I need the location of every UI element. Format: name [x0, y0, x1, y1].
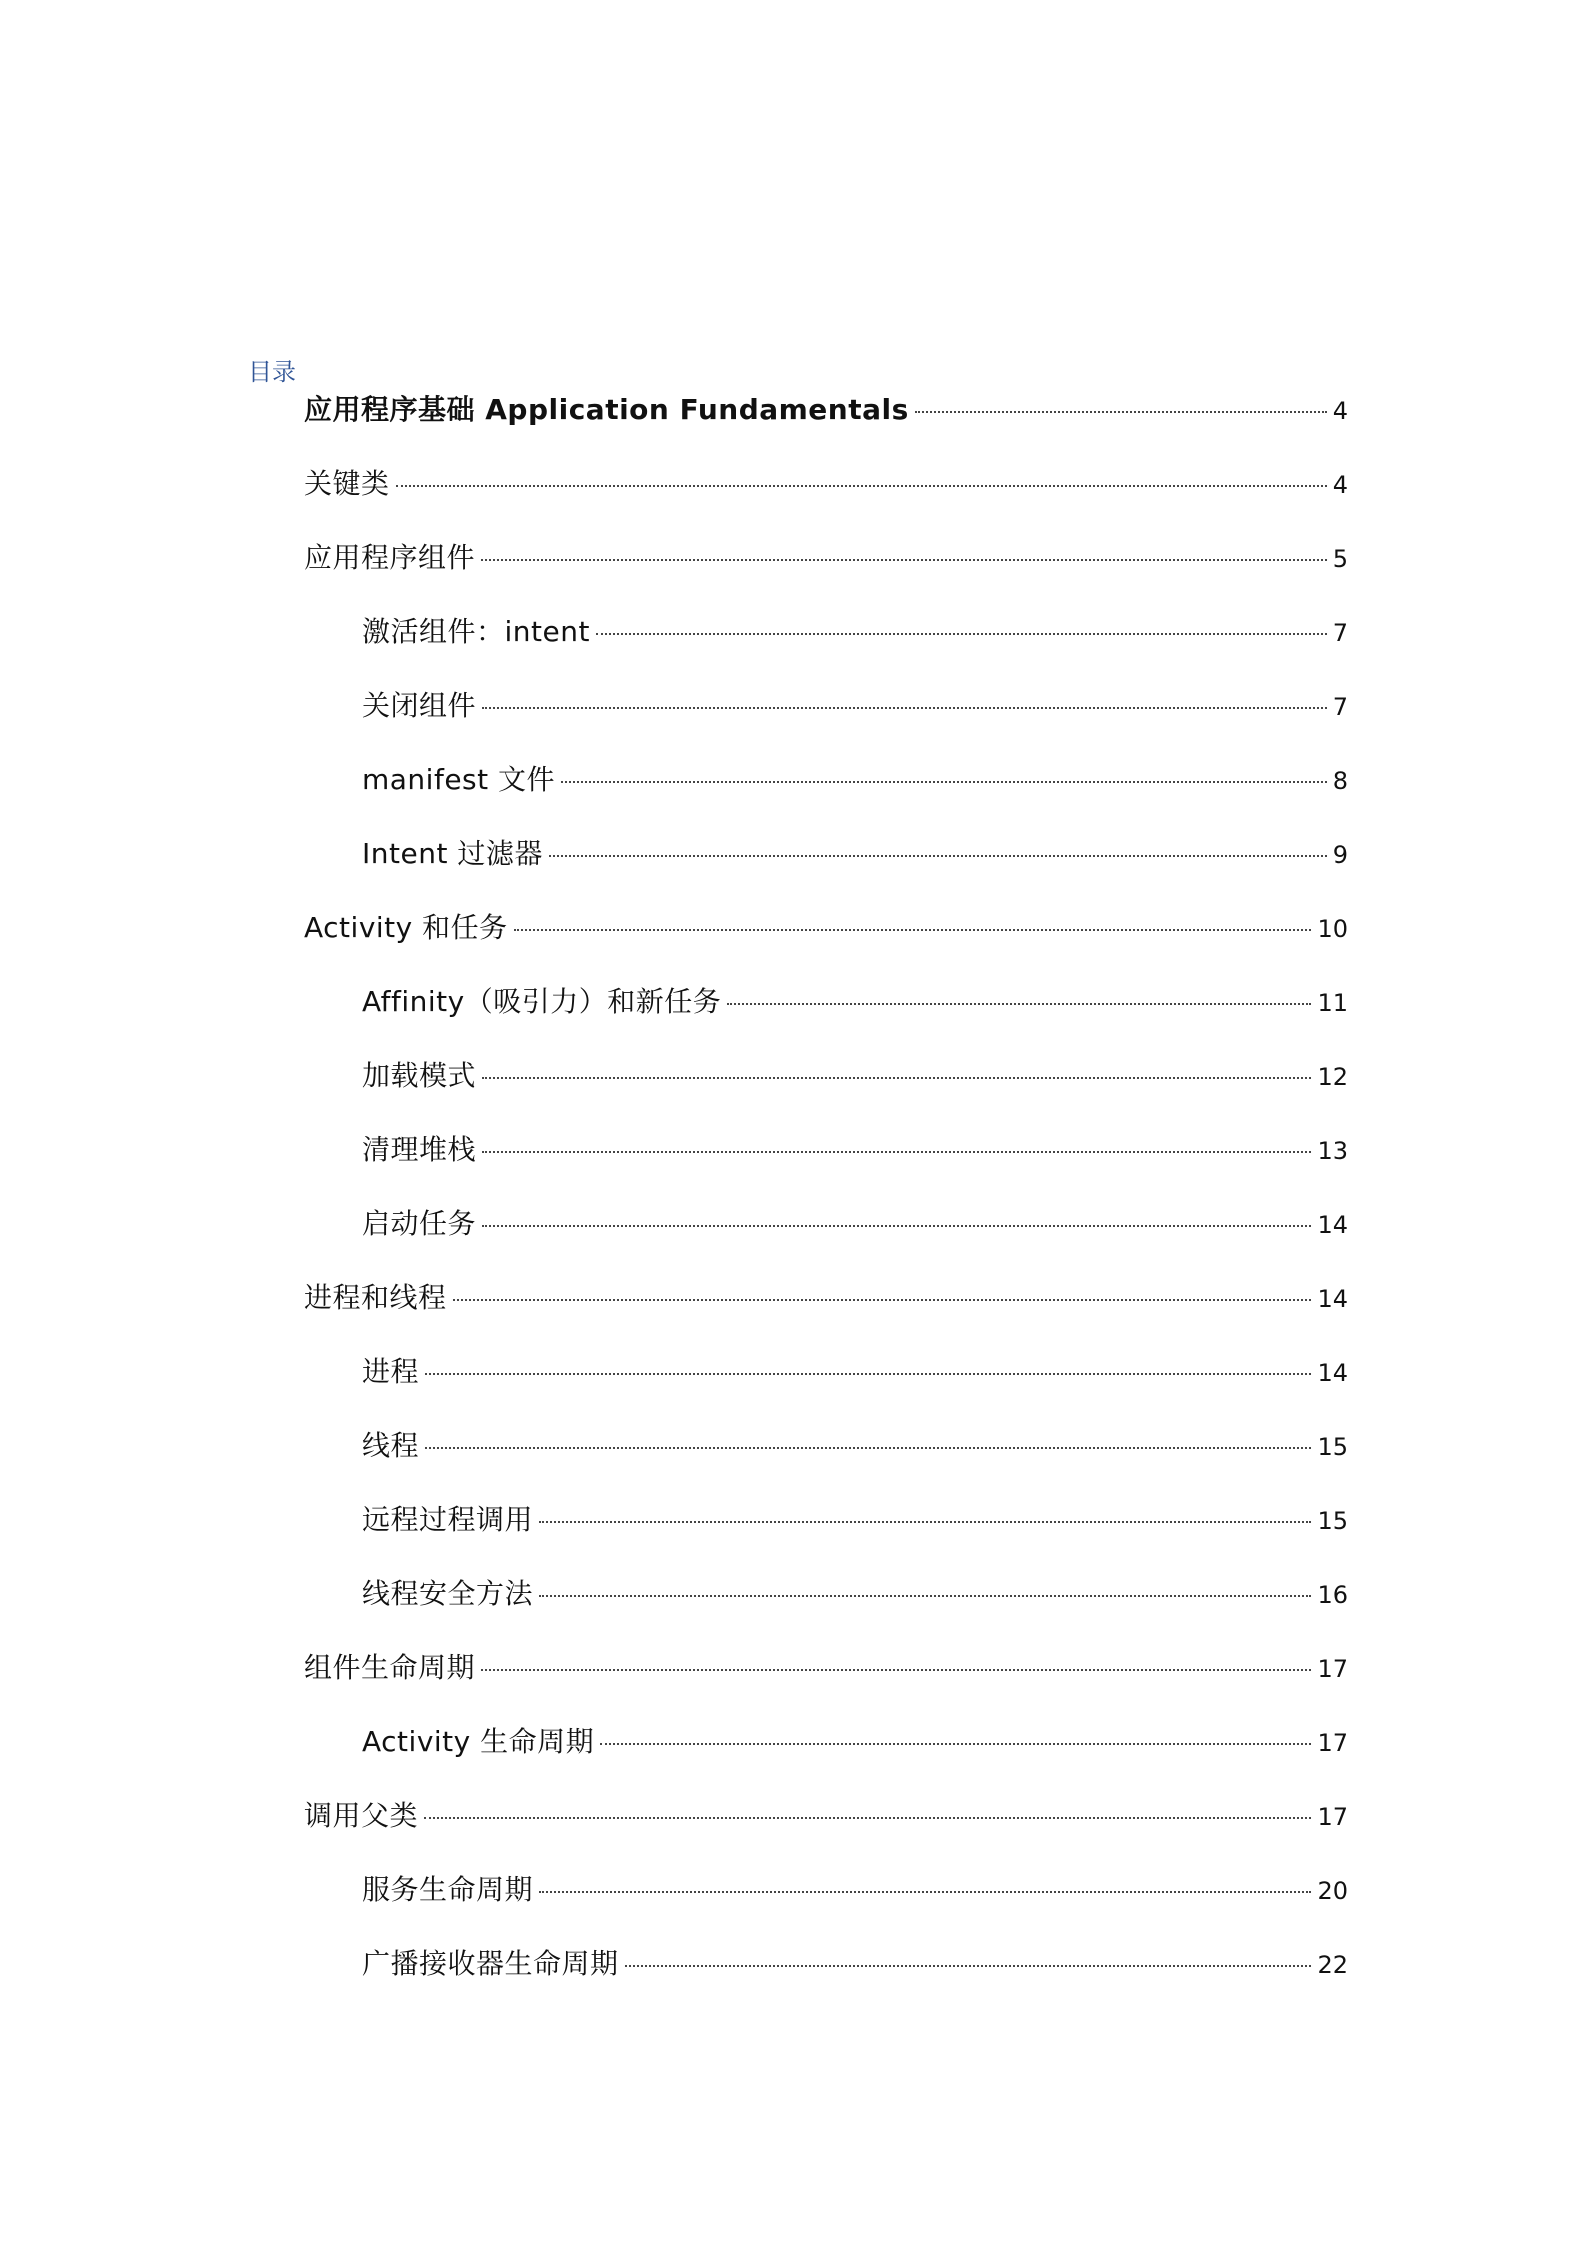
toc-entry-page: 15: [1317, 1433, 1348, 1461]
toc-entry-page: 8: [1332, 767, 1348, 795]
toc-entry[interactable]: [362, 1944, 1348, 1984]
toc-entry-title: 线程: [362, 1429, 420, 1462]
toc-entry[interactable]: [362, 1722, 1348, 1762]
toc-leader: [425, 1447, 1311, 1449]
toc-entry[interactable]: [362, 760, 1348, 800]
toc-entry[interactable]: [362, 982, 1348, 1022]
toc-entry-title: Activity 和任务: [304, 911, 508, 944]
toc-entry[interactable]: [304, 1796, 1348, 1836]
toc-entry[interactable]: [304, 1648, 1348, 1688]
toc-entry-page: 4: [1332, 471, 1348, 499]
toc-entry[interactable]: [362, 1352, 1348, 1392]
toc-leader: [596, 633, 1327, 635]
toc-entry-page: 20: [1317, 1877, 1348, 1905]
toc-entry-title: 应用程序基础 Application Fundamentals: [304, 393, 909, 426]
toc-leader: [561, 781, 1327, 783]
toc-leader: [482, 1225, 1311, 1227]
toc-leader: [481, 559, 1327, 561]
toc-entry-title: Affinity（吸引力）和新任务: [362, 985, 722, 1018]
toc-leader: [482, 1077, 1311, 1079]
toc-entry[interactable]: [362, 1426, 1348, 1466]
toc-leader: [481, 1669, 1311, 1671]
toc-entry-page: 17: [1317, 1729, 1348, 1757]
toc-leader: [482, 1151, 1311, 1153]
toc-entry-page: 4: [1332, 397, 1348, 425]
toc-entry-page: 14: [1317, 1359, 1348, 1387]
toc-entry-title: 服务生命周期: [362, 1873, 534, 1906]
toc-entry[interactable]: [362, 1574, 1348, 1614]
toc-entry[interactable]: [304, 908, 1348, 948]
toc-entry-page: 7: [1332, 619, 1348, 647]
toc-entry-page: 22: [1317, 1951, 1348, 1979]
toc-entry-title: manifest 文件: [362, 763, 556, 796]
toc-entry-page: 15: [1317, 1507, 1348, 1535]
toc-entry-title: 进程和线程: [304, 1281, 447, 1314]
toc-entry-title: 应用程序组件: [304, 541, 476, 574]
toc-entry-title: 线程安全方法: [362, 1577, 534, 1610]
toc-entry-page: 11: [1317, 989, 1348, 1017]
toc-leader: [514, 929, 1312, 931]
toc-entry[interactable]: [362, 1870, 1348, 1910]
toc-entry-page: 14: [1317, 1211, 1348, 1239]
toc-entry[interactable]: [362, 612, 1348, 652]
toc-leader: [600, 1743, 1311, 1745]
toc-entry[interactable]: [362, 1130, 1348, 1170]
toc-leader: [453, 1299, 1312, 1301]
toc-entry-title: Intent 过滤器: [362, 837, 543, 870]
toc-leader: [539, 1595, 1311, 1597]
toc-leader: [539, 1891, 1311, 1893]
toc-entry[interactable]: [362, 686, 1348, 726]
toc-entry-page: 14: [1317, 1285, 1348, 1313]
toc-entry-page: 7: [1332, 693, 1348, 721]
toc-entry-page: 9: [1332, 841, 1348, 869]
toc-entry-title: 关键类: [304, 467, 390, 500]
toc-entry[interactable]: [362, 1204, 1348, 1244]
toc-entry-title: Activity 生命周期: [362, 1725, 595, 1758]
toc-entry-title: 清理堆栈: [362, 1133, 477, 1166]
toc-entry[interactable]: [304, 538, 1348, 578]
toc-entry-title: 远程过程调用: [362, 1503, 534, 1536]
toc-entry[interactable]: [304, 464, 1348, 504]
toc-entry[interactable]: [362, 834, 1348, 874]
toc-leader: [482, 707, 1327, 709]
toc-leader: [549, 855, 1327, 857]
toc-entry-page: 13: [1317, 1137, 1348, 1165]
toc-entry-title: 进程: [362, 1355, 420, 1388]
toc-entry-title: 组件生命周期: [304, 1651, 476, 1684]
toc-entry[interactable]: [362, 1056, 1348, 1096]
toc-leader: [425, 1373, 1311, 1375]
toc-leader: [424, 1817, 1311, 1819]
toc-entry-title: 调用父类: [304, 1799, 419, 1832]
toc-entry[interactable]: [362, 1500, 1348, 1540]
toc-entry-page: 17: [1317, 1655, 1348, 1683]
toc-entry-page: 5: [1332, 545, 1348, 573]
toc-entry-page: 12: [1317, 1063, 1348, 1091]
toc-entry-title: 广播接收器生命周期: [362, 1947, 619, 1980]
toc-heading: 目录: [248, 358, 296, 386]
toc-entry-page: 10: [1317, 915, 1348, 943]
toc-entry-page: 17: [1317, 1803, 1348, 1831]
toc-entry-page: 16: [1317, 1581, 1348, 1609]
toc-leader: [539, 1521, 1311, 1523]
toc-leader: [915, 411, 1327, 413]
toc-entry[interactable]: [304, 1278, 1348, 1318]
toc-leader: [396, 485, 1327, 487]
toc-leader: [727, 1003, 1311, 1005]
toc-entry-title: 加载模式: [362, 1059, 477, 1092]
toc-entry[interactable]: [304, 390, 1348, 430]
toc-entry-title: 关闭组件: [362, 689, 477, 722]
toc-entry-title: 激活组件：intent: [362, 615, 590, 648]
toc-leader: [625, 1965, 1312, 1967]
toc-entry-title: 启动任务: [362, 1207, 477, 1240]
